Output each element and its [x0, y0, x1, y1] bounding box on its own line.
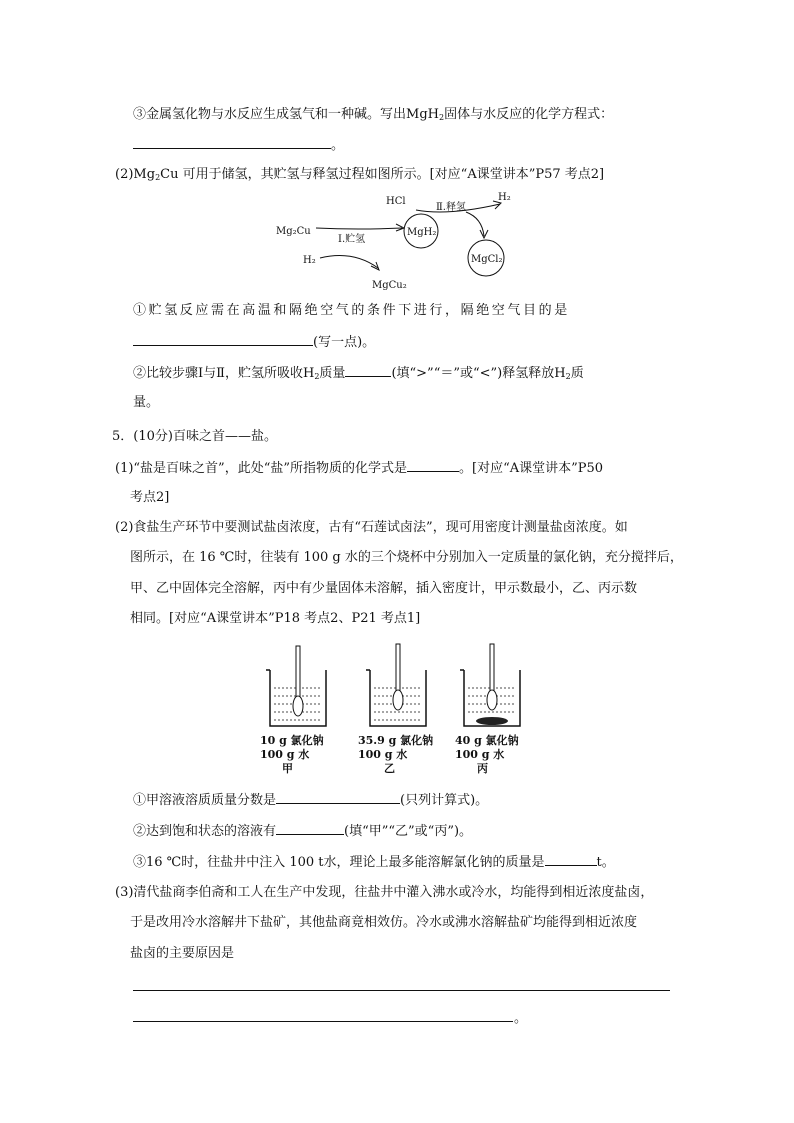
undissolved-solid — [476, 717, 508, 725]
q5-sub2-line: ②达到饱和状态的溶液有 (填“甲”“乙”或“丙”)。 — [133, 824, 473, 839]
mgcu2-label: MgCu₂ — [372, 280, 407, 291]
beaker-jia-caption: 10 g 氯化钠 100 g 水 甲 — [260, 734, 324, 775]
beaker-bing-caption: 40 g 氯化钠 100 g 水 丙 — [455, 734, 519, 775]
answer-blank[interactable] — [407, 459, 459, 472]
answer-line[interactable] — [133, 990, 670, 991]
answer-blank[interactable] — [133, 136, 331, 149]
q4-item3-line: ③金属氢化物与水反应生成氢气和一种碱。写出MgH$_2$固体与水反应的化学方程式： — [133, 107, 614, 122]
answer-blank[interactable] — [133, 333, 313, 346]
beaker-jia — [266, 646, 326, 726]
q4-item3-answer: 。 — [133, 136, 344, 155]
answer-blank[interactable] — [276, 791, 400, 804]
answer-end-mark: 。 — [514, 1011, 528, 1026]
arrowhead — [396, 224, 404, 231]
beakers-figure — [258, 642, 558, 730]
answer-blank[interactable] — [276, 822, 344, 835]
q5-part2-line4: 相同。[对应“A课堂讲本”P18 考点2、P21 考点1] — [130, 611, 421, 626]
q5-sub1-line: ①甲溶液溶质质量分数是 (只列计算式)。 — [133, 793, 489, 808]
hydrometer — [490, 644, 494, 692]
q5-part1-line2: 考点2] — [130, 490, 170, 505]
hcl-label: HCl — [386, 196, 406, 207]
q5-part2-line2: 图所示，在 16 ℃时，往装有 100 g 水的三个烧杯中分别加入一定质量的氯化钠，充分搅拌后， — [130, 550, 683, 565]
beaker-bing — [460, 644, 520, 726]
mg2cu-label: Mg₂Cu — [276, 226, 311, 237]
q4-item1-line: ①贮氢反应需在高温和隔绝空气的条件下进行，隔绝空气目的是 — [133, 303, 570, 318]
q5-part2-line1: (2)食盐生产环节中要测试盐卤浓度，古有“石莲试卤法”，现可用密度计测量盐卤浓度。如 — [115, 520, 628, 535]
mgh2-label: MgH₂ — [407, 227, 437, 238]
q4-part2-line: $(2)Mg_2Cu$ 可用于储氢，其贮氢与释氢过程如图所示。[对应“A课堂讲本”P57 考点2] — [115, 167, 605, 182]
q5-sub3-line: ③16 ℃时，往盐井中注入 100 t水，理论上最多能溶解氯化钠的质量是 t。 — [133, 855, 615, 870]
h2-out-label: H₂ — [498, 192, 511, 203]
answer-line[interactable] — [133, 1021, 513, 1022]
q5-title: 5．(10分)百味之首——盐。 — [112, 429, 277, 444]
hydrogen-storage-diagram — [268, 188, 528, 292]
step2-label: Ⅱ.释氢 — [436, 202, 466, 213]
q4-item1-answer: (写一点)。 — [133, 333, 375, 352]
answer-blank[interactable] — [345, 364, 391, 377]
q5-part1-line: (1)“盐是百味之首”，此处“盐”所指物质的化学式是 。[对应“A课堂讲本”P50 — [115, 461, 604, 476]
mgcl2-label: MgCl₂ — [471, 254, 503, 265]
answer-blank[interactable] — [545, 853, 597, 866]
hydrometer — [296, 646, 300, 698]
step1-label: Ⅰ.贮氢 — [338, 234, 366, 245]
step1-arrow — [316, 228, 402, 229]
beaker-yi — [366, 644, 426, 726]
q5-part3-line3: 盐卤的主要原因是 — [130, 946, 235, 961]
q5-part3-line2: 于是改用冷水溶解井下盐矿，其他盐商竟相效仿。冷水或沸水溶解盐矿均能得到相近浓度 — [130, 915, 638, 930]
h2-in-label: H₂ — [303, 255, 316, 266]
q5-part3-line1: (3)清代盐商李伯斋和工人在生产中发现，往盐井中灌入沸水或冷水，均能得到相近浓度盐卤， — [115, 885, 654, 900]
mgcu2-arrow — [320, 256, 378, 268]
q4-item2-line2: 量。 — [133, 395, 160, 410]
beaker-yi-caption: 35.9 g 氯化钠 100 g 水 乙 — [358, 734, 434, 775]
q4-item2-line: ②比较步骤Ⅰ与Ⅱ，贮氢所吸收$H_2$质量 (填“>”“＝”或“<”)释氢释放$H_2$质 — [133, 366, 584, 381]
q5-part2-line3: 甲、乙中固体完全溶解，丙中有少量固体未溶解，插入密度计，甲示数最小，乙、丙示数 — [130, 581, 638, 596]
hydrometer — [396, 644, 400, 692]
